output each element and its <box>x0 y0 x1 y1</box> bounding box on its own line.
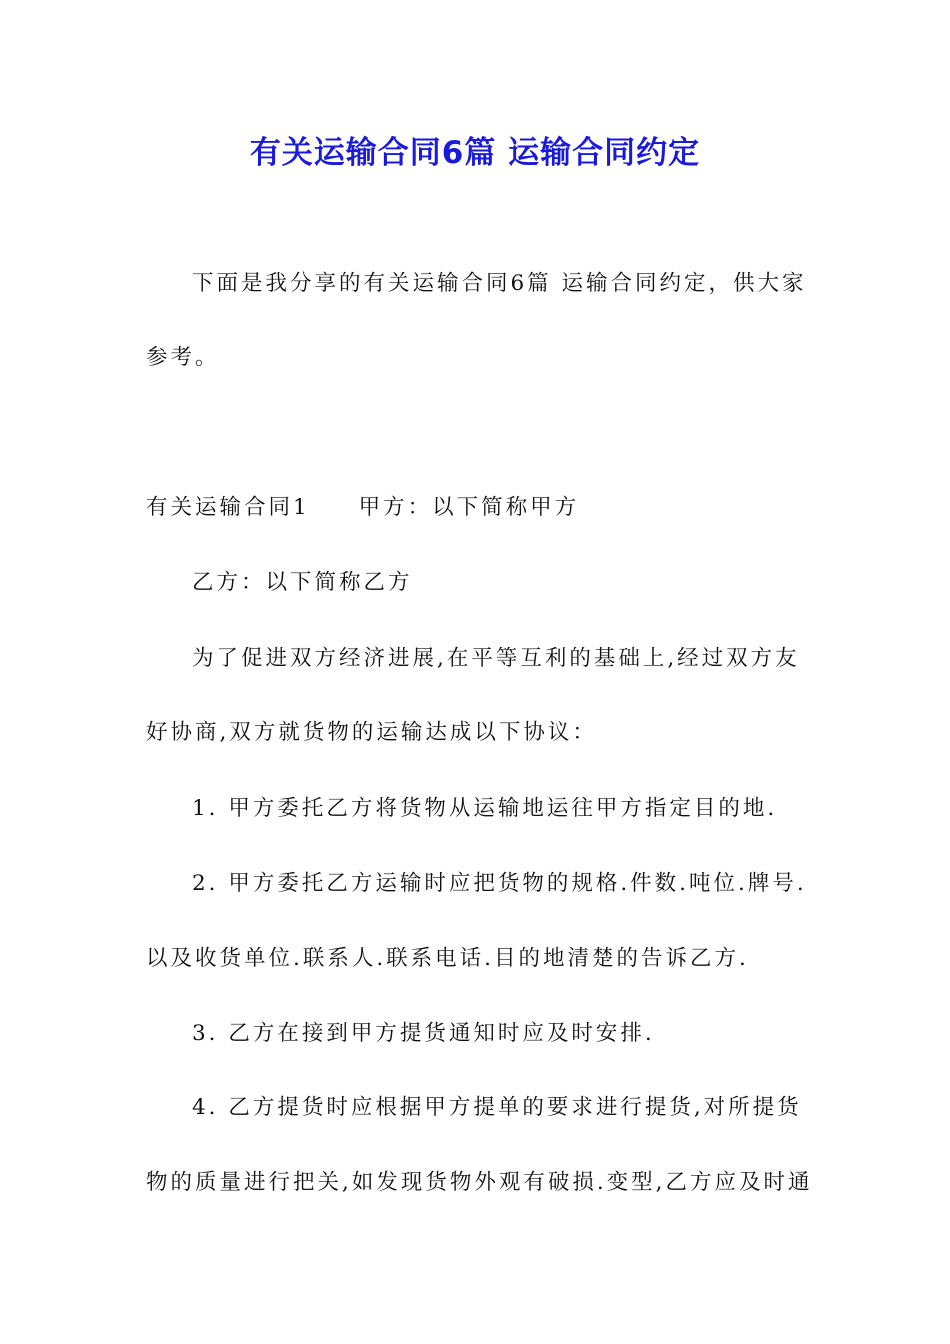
paragraph-line-2: 好协商,双方就货物的运输达成以下协议： <box>146 720 597 745</box>
intro-line-2: 参考。 <box>146 345 220 370</box>
intro-line-1: 下面是我分享的有关运输合同6篇 运输合同约定，供大家 <box>192 271 807 296</box>
section-heading-line: 有关运输合同1 甲方：以下简称甲方 <box>146 495 580 520</box>
document-title: 有关运输合同6篇 运输合同约定 <box>249 135 701 171</box>
clause-2-line-1: 2. 甲方委托乙方运输时应把货物的规格.件数.吨位.牌号. <box>192 871 807 896</box>
clause-4-line-2: 物的质量进行把关,如发现货物外观有破损.变型,乙方应及时通 <box>146 1170 813 1195</box>
party-b-line: 乙方：以下简称乙方 <box>192 570 413 595</box>
clause-4-line-1: 4. 乙方提货时应根据甲方提单的要求进行提货,对所提货 <box>192 1095 802 1120</box>
paragraph-line-1: 为了促进双方经济进展,在平等互利的基础上,经过双方友 <box>192 646 800 671</box>
clause-2-line-2: 以及收货单位.联系人.联系电话.目的地清楚的告诉乙方. <box>146 946 749 971</box>
clause-1-line: 1. 甲方委托乙方将货物从运输地运往甲方指定目的地. <box>192 796 778 821</box>
clause-3-line: 3. 乙方在接到甲方提货通知时应及时安排. <box>192 1021 655 1046</box>
